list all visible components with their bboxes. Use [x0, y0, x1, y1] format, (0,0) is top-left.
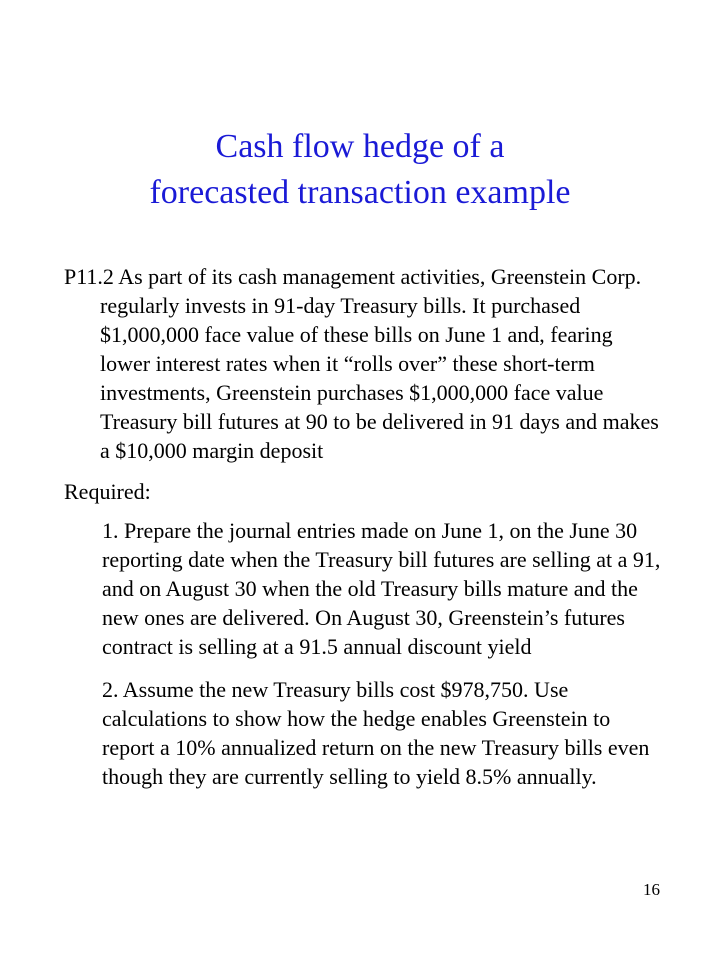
slide-title [0, 124, 720, 216]
slide-body [64, 262, 664, 791]
page-number: 16 [643, 880, 660, 899]
slide-title-line-2: forecasted transaction example [149, 174, 571, 211]
required-heading: Required: [64, 479, 151, 504]
requirement-2: 2. Assume the new Treasury bills cost $978,750. Use calculations to show how the hedge enables Greenstein to report a 10% annualized return on the new Treasury bills even though they are currently selling to yield 8.5% annually. [102, 677, 650, 789]
problem-statement: P11.2 As part of its cash management activities, Greenstein Corp. regularly invests in 91-day Treasury bills. It purchased $1,000,000 face value of these bills on June 1 and, fearing lower interest rates when it “rolls over” these short-term investments, Greenstein purchases $1,000,000 face value Treasury bill futures at 90 to be delivered in 91 days and makes a $10,000 margin deposit [64, 264, 659, 463]
slide-title-line-1: Cash flow hedge of a [215, 128, 505, 165]
requirement-1: 1. Prepare the journal entries made on June 1, on the June 30 reporting date when the Treasury bill futures are selling at a 91, and on August 30 when the old Treasury bills mature and the new ones are delivered. On August 30, Greenstein’s futures contract is selling at a 91.5 annual discount yield [102, 518, 661, 659]
